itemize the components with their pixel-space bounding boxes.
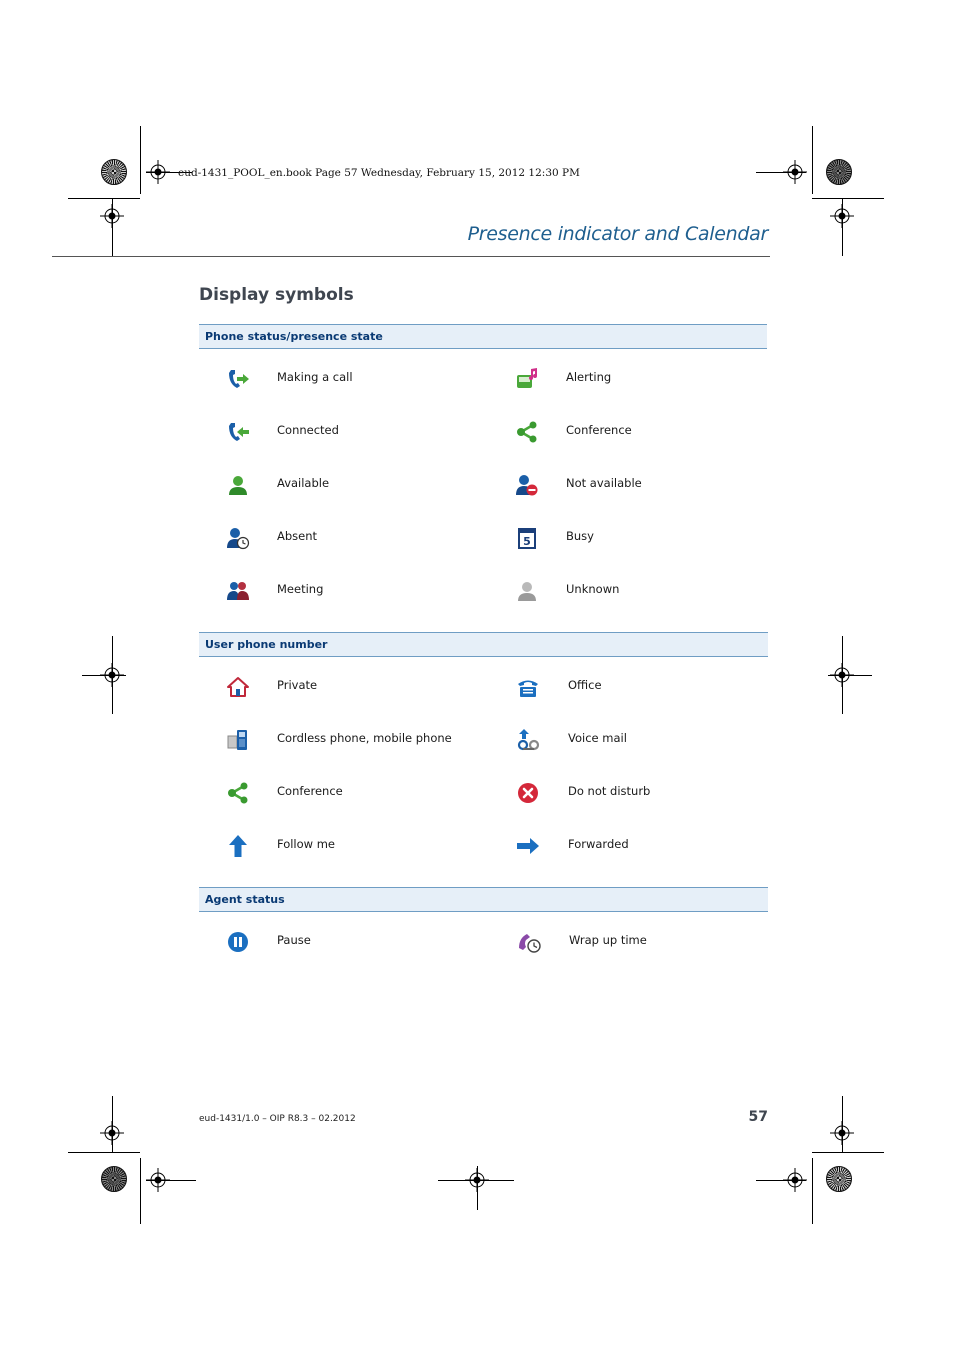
item-label: Unknown (566, 582, 620, 596)
pause-icon (226, 930, 250, 954)
home-icon (226, 675, 250, 699)
item-label: Cordless phone, mobile phone (277, 731, 452, 745)
item-label: Making a call (277, 370, 353, 384)
conference-icon (515, 420, 539, 444)
user-unknown-icon (515, 579, 539, 603)
mobile-phone-icon (226, 728, 250, 752)
item-label: Office (568, 678, 602, 692)
registration-target-icon (100, 1121, 124, 1145)
running-head: Presence indicator and Calendar (467, 223, 768, 245)
svg-text:5: 5 (523, 535, 531, 548)
item-label: Not available (566, 476, 642, 490)
user-available-icon (226, 473, 250, 497)
item-label: Wrap up time (569, 933, 647, 947)
item-label: Available (277, 476, 330, 490)
section-header-label: Phone status/presence state (205, 330, 383, 343)
registration-target-icon (783, 1168, 807, 1192)
registration-wheel-icon (826, 159, 852, 185)
phone-outgoing-icon (226, 367, 250, 391)
arrow-right-icon (516, 834, 540, 858)
do-not-disturb-icon (516, 781, 540, 805)
item-label: Voice mail (568, 731, 627, 745)
print-slug: eud-1431_POOL_en.book Page 57 Wednesday, February 15, 2012 12:30 PM (178, 167, 580, 179)
users-meeting-icon (226, 579, 250, 603)
section-header-user-phone-number (199, 632, 768, 657)
voicemail-icon (516, 728, 540, 752)
alerting-icon (515, 367, 539, 391)
registration-target-icon (830, 663, 854, 687)
registration-wheel-icon (826, 1166, 852, 1192)
section-header-agent-status (199, 887, 768, 912)
calendar-busy-icon (515, 526, 539, 550)
registration-target-icon (100, 663, 124, 687)
footer-doc-id: eud-1431/1.0 – OIP R8.3 – 02.2012 (199, 1114, 356, 1124)
item-label: Conference (277, 784, 343, 798)
registration-target-icon (146, 1168, 170, 1192)
registration-target-icon (465, 1168, 489, 1192)
section-title: Display symbols (199, 285, 354, 305)
user-absent-icon (226, 526, 250, 550)
item-label: Conference (566, 423, 632, 437)
item-label: Busy (566, 529, 594, 543)
item-label: Follow me (277, 837, 336, 851)
item-label: Pause (277, 933, 311, 947)
item-label: Alerting (566, 370, 612, 384)
user-not-available-icon (515, 473, 539, 497)
section-header-label: Agent status (205, 893, 285, 906)
registration-wheel-icon (101, 1166, 127, 1192)
item-label: Absent (277, 529, 318, 543)
item-label: Connected (277, 423, 339, 437)
item-label: Meeting (277, 582, 324, 596)
desk-phone-icon (516, 675, 540, 699)
registration-target-icon (100, 204, 124, 228)
item-label: Forwarded (568, 837, 629, 851)
item-label: Private (277, 678, 318, 692)
section-header-label: User phone number (205, 638, 328, 651)
conference-icon (226, 781, 250, 805)
phone-incoming-icon (226, 420, 250, 444)
arrow-up-icon (226, 834, 250, 858)
registration-target-icon (146, 160, 170, 184)
section-header-phone-status (199, 324, 767, 349)
registration-target-icon (783, 160, 807, 184)
wrap-up-time-icon (517, 930, 541, 954)
registration-target-icon (830, 1121, 854, 1145)
header-rule (52, 256, 770, 257)
registration-wheel-icon (101, 159, 127, 185)
registration-target-icon (830, 204, 854, 228)
page-number: 57 (748, 1109, 768, 1125)
item-label: Do not disturb (568, 784, 651, 798)
